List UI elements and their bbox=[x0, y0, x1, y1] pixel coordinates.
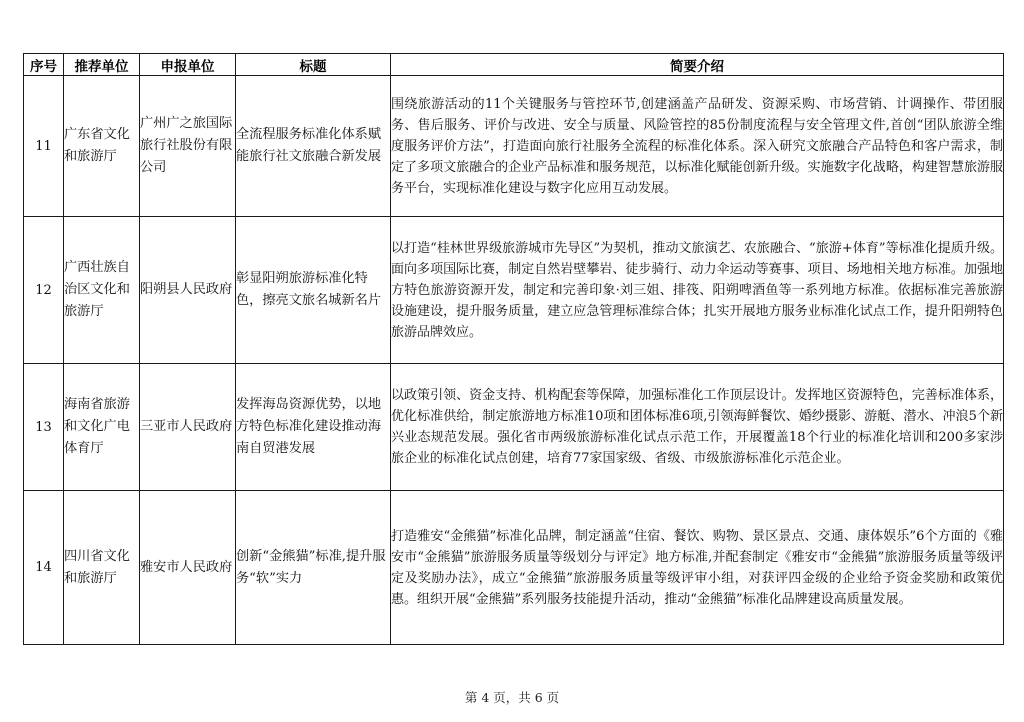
table-header-row bbox=[24, 54, 1004, 76]
page-footer: 第 4 页，共 6 页 bbox=[464, 690, 560, 705]
title-cell: 全流程服务标准化体系赋能旅行社文旅融合新发展 bbox=[236, 76, 391, 217]
row-number: 12 bbox=[24, 217, 64, 364]
table-row bbox=[24, 217, 1004, 364]
table-row bbox=[24, 364, 1004, 491]
title-cell: 发挥海岛资源优势，以地方特色标准化建设推动海南自贸港发展 bbox=[236, 364, 391, 491]
recommender-cell: 四川省文化和旅游厅 bbox=[64, 491, 140, 645]
recommender-cell: 广东省文化和旅游厅 bbox=[64, 76, 140, 217]
applicant-cell: 广州广之旅国际旅行社股份有限公司 bbox=[140, 76, 236, 217]
recommender-cell: 海南省旅游和文化广电体育厅 bbox=[64, 364, 140, 491]
intro-cell: 打造雅安“金熊猫”标准化品牌，制定涵盖“住宿、餐饮、购物、景区景点、交通、康体娱乐”6个方面的《雅安市“金熊猫”旅游服务质量等级划分与评定》地方标准,并配套制定《雅安市“金熊猫”旅游服务质量等级评定及奖励办法》，成立“金熊猫”旅游服务质量等级评审小组，对获评四金级的企业给予资金奖励和政策优惠。组织开展“金熊猫”系列服务技能提升活动，推动“金熊猫”标准化品牌建设高质量发展。 bbox=[391, 491, 1004, 645]
applicant-cell: 阳朔县人民政府 bbox=[140, 217, 236, 364]
applicant-cell: 三亚市人民政府 bbox=[140, 364, 236, 491]
intro-cell: 以打造“桂林世界级旅游城市先导区”为契机，推动文旅演艺、农旅融合、“旅游+体育”等标准化提质升级。面向多项国际比赛，制定自然岩壁攀岩、徒步骑行、动力伞运动等赛事、项目、场地相关地方标准。加强地方特色旅游资源开发，制定和完善印象·刘三姐、排筏、阳朔啤酒鱼等一系列地方标准。依据标准完善旅游设施建设，提升服务质量，建立应急管理标准综合体；扎实开展地方服务业标准化试点工作，提升阳朔特色旅游品牌效应。 bbox=[391, 217, 1004, 364]
header-recommender: 推荐单位 bbox=[64, 54, 140, 76]
header-intro: 简要介绍 bbox=[391, 54, 1004, 76]
table-row bbox=[24, 491, 1004, 645]
row-number: 13 bbox=[24, 364, 64, 491]
header-no: 序号 bbox=[24, 54, 64, 76]
row-number: 11 bbox=[24, 76, 64, 217]
recommender-cell: 广西壮族自治区文化和旅游厅 bbox=[64, 217, 140, 364]
header-applicant: 申报单位 bbox=[140, 54, 236, 76]
title-cell: 彰显阳朔旅游标准化特色，擦亮文旅名城新名片 bbox=[236, 217, 391, 364]
table-row bbox=[24, 76, 1004, 217]
title-cell: 创新“金熊猫”标准,提升服务“软”实力 bbox=[236, 491, 391, 645]
intro-cell: 以政策引领、资金支持、机构配套等保障，加强标准化工作顶层设计。发挥地区资源特色，完善标准体系，优化标准供给，制定旅游地方标准10项和团体标准6项,引领海鲜餐饮、婚纱摄影、游艇、潜水、冲浪5个新兴业态规范发展。强化省市两级旅游标准化试点示范工作，开展覆盖18个行业的标准化培训和200多家涉旅企业的标准化试点创建，培育77家国家级、省级、市级旅游标准化示范企业。 bbox=[391, 364, 1004, 491]
row-number: 14 bbox=[24, 491, 64, 645]
projects-table bbox=[23, 53, 1004, 645]
intro-cell: 围绕旅游活动的11个关键服务与管控环节,创建涵盖产品研发、资源采购、市场营销、计调操作、带团服务、售后服务、评价与改进、安全与质量、风险管控的85份制度流程与安全管理文件,首创“团队旅游全维度服务评价方法”，打造面向旅行社服务全流程的标准化体系。深入研究文旅融合产品特色和客户需求，制定了多项文旅融合的企业产品标准和服务规范，以标准化赋能创新升级。实施数字化战略，构建智慧旅游服务平台，实现标准化建设与数字化应用互动发展。 bbox=[391, 76, 1004, 217]
applicant-cell: 雅安市人民政府 bbox=[140, 491, 236, 645]
header-title: 标题 bbox=[236, 54, 391, 76]
